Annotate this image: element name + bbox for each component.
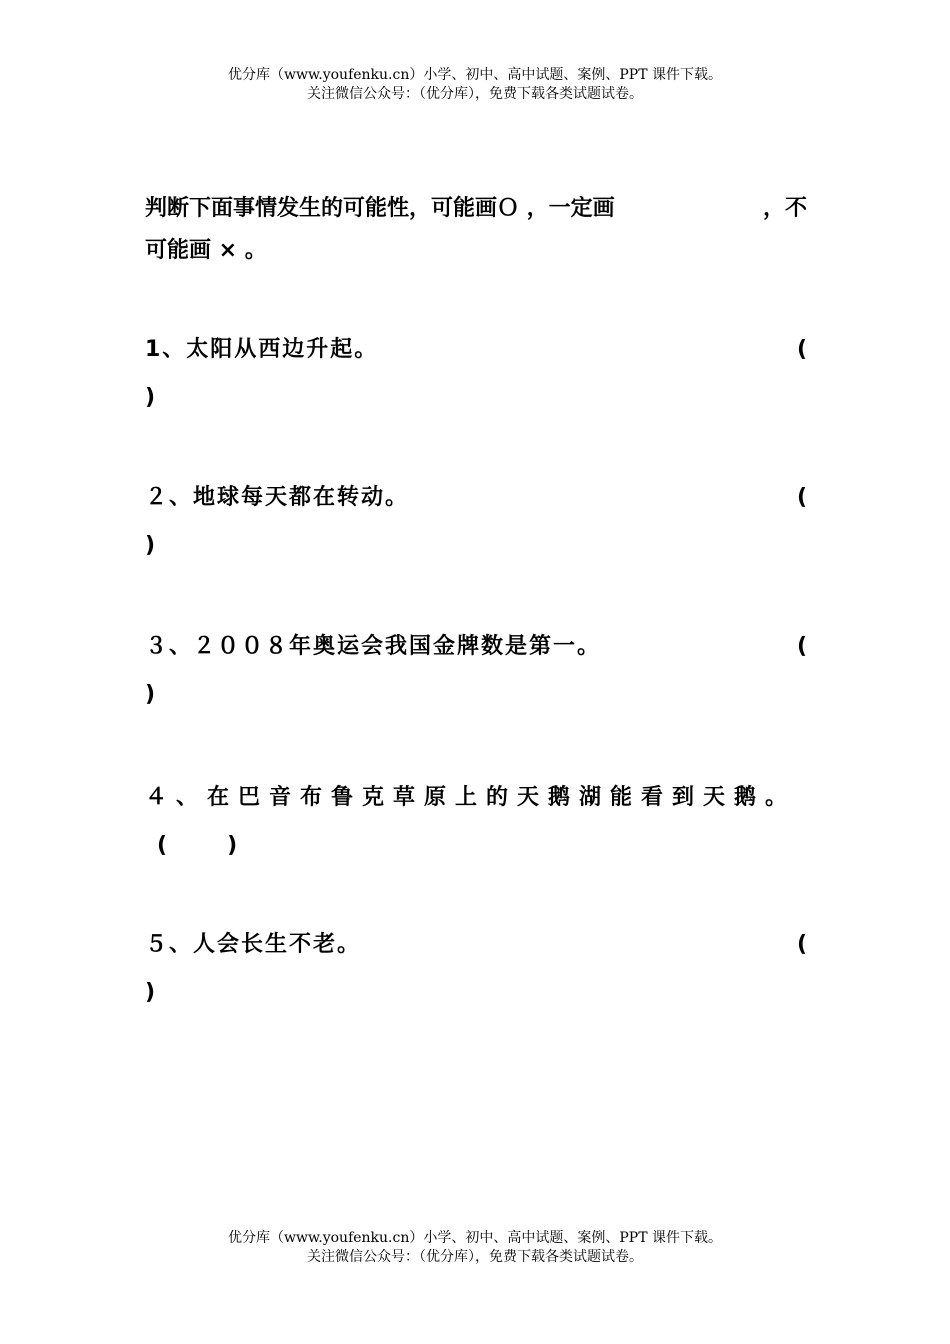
answer-parens [145, 822, 807, 870]
answer-paren-open: ( [796, 634, 807, 659]
footer-line-2: 关注微信公众号：（优分库），免费下载各类试题试卷。 [307, 1249, 643, 1265]
answer-paren-open: ( [796, 485, 807, 510]
instruction-row-1 [145, 188, 807, 230]
page-footer [0, 1229, 950, 1267]
question-1 [145, 326, 807, 422]
question-text: 1、太阳从西边升起。 [145, 337, 379, 362]
question-text: ３、２００８年奥运会我国金牌数是第一。 [145, 634, 602, 659]
instruction-part-1: 判断下面事情发生的可能性，可能画Ｏ ，一定画 [145, 196, 615, 221]
answer-paren-close: ) [145, 385, 156, 410]
question-text: ２、地球每天都在转动。 [145, 485, 410, 510]
footer-line-1: 优分库（www.youfenku.cn）小学、初中、高中试题、案例、PPT 课件下载。 [227, 1230, 722, 1246]
instruction [145, 188, 807, 272]
instruction-row-2 [145, 230, 807, 272]
question-text: ５、人会长生不老。 [145, 932, 362, 957]
answer-paren-close: ) [145, 980, 156, 1005]
instruction-part-2: ，不 [762, 196, 807, 221]
header-line-1: 优分库（www.youfenku.cn）小学、初中、高中试题、案例、PPT 课件下载。 [227, 67, 722, 83]
answer-paren-close: ) [145, 533, 156, 558]
answer-paren-close: ) [227, 833, 238, 858]
answer-paren-open: ( [796, 337, 807, 362]
answer-paren-close: ) [145, 682, 156, 707]
answer-paren-open: ( [796, 932, 807, 957]
question-3 [145, 623, 807, 719]
question-2 [145, 474, 807, 570]
instruction-part-3: 可能画 × 。 [145, 238, 267, 263]
question-5 [145, 921, 807, 1017]
answer-paren-open: ( [157, 833, 168, 858]
question-text: ４、在巴音布鲁克草原上的天鹅湖能看到天鹅。 [145, 785, 797, 810]
question-4 [145, 774, 807, 870]
page-header [0, 66, 950, 104]
header-line-2: 关注微信公众号：（优分库），免费下载各类试题试卷。 [307, 86, 643, 102]
